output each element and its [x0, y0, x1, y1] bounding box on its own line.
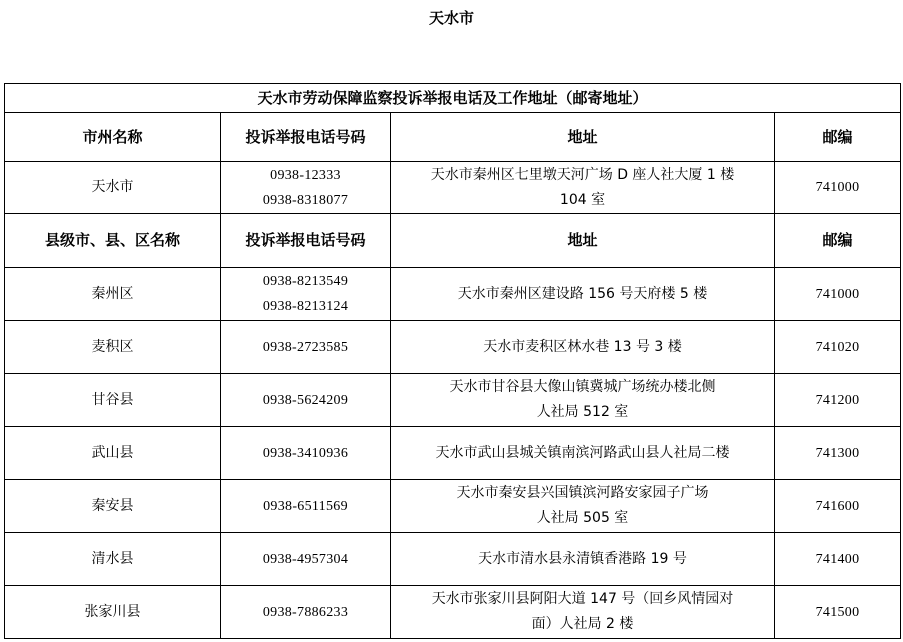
county-name: 清水县: [5, 533, 221, 586]
phone-number: 0938-7886233: [262, 604, 349, 620]
phone-number: 0938-4957304: [262, 551, 349, 567]
address-line: 人社局 512 室: [536, 404, 629, 420]
county-postcode: 741200: [775, 374, 901, 427]
city-address: [391, 162, 775, 214]
table-caption-row: [5, 84, 901, 113]
header-phone: 投诉举报电话号码: [221, 113, 391, 162]
county-address: [391, 268, 775, 321]
county-address: [391, 427, 775, 480]
address-line: 天水市甘谷县大像山镇冀城广场统办楼北侧: [449, 379, 716, 395]
county-address: [391, 533, 775, 586]
contact-table: [4, 83, 901, 639]
county-name: 张家川县: [5, 586, 221, 639]
table-row: [5, 480, 901, 533]
county-postcode: 741000: [775, 268, 901, 321]
phone-number: 0938-3410936: [262, 445, 349, 461]
county-phones: [221, 321, 391, 374]
county-name: 甘谷县: [5, 374, 221, 427]
table-row: [5, 268, 901, 321]
phone-number: 0938-12333: [270, 167, 341, 183]
county-phones: [221, 586, 391, 639]
subheader-postcode: 邮编: [775, 214, 901, 268]
address-line: 天水市秦州区七里墩天河广场 D 座人社大厦 1 楼: [430, 166, 735, 183]
table-header-row: [5, 113, 901, 162]
city-postcode: 741000: [775, 162, 901, 214]
phone-number: 0938-2723585: [262, 339, 349, 355]
county-phones: [221, 268, 391, 321]
subheader-phone: 投诉举报电话号码: [221, 214, 391, 268]
address-line: 面）人社局 2 楼: [531, 616, 634, 632]
address-line: 天水市麦积区林水巷 13 号 3 楼: [483, 338, 682, 355]
county-name: 麦积区: [5, 321, 221, 374]
address-line: 人社局 505 室: [536, 510, 629, 526]
county-address: [391, 374, 775, 427]
county-address: [391, 480, 775, 533]
subheader-address: 地址: [391, 214, 775, 268]
table-row: [5, 374, 901, 427]
phone-number: 0938-8213549: [262, 274, 349, 289]
county-phones: [221, 427, 391, 480]
table-row: [5, 321, 901, 374]
address-line: 天水市秦安县兴国镇滨河路安家园子广场: [456, 485, 709, 501]
county-address: [391, 321, 775, 374]
header-address: 地址: [391, 113, 775, 162]
county-name: 武山县: [5, 427, 221, 480]
county-postcode: 741300: [775, 427, 901, 480]
address-line: 天水市武山县城关镇南滨河路武山县人社局二楼: [435, 444, 730, 461]
address-line: 天水市清水县永清镇香港路 19 号: [478, 550, 687, 567]
subheader-name: 县级市、县、区名称: [5, 214, 221, 268]
county-postcode: 741020: [775, 321, 901, 374]
city-phones: [221, 162, 391, 214]
county-address: [391, 586, 775, 639]
phone-number: 0938-6511569: [263, 498, 348, 514]
county-phones: [221, 480, 391, 533]
header-name: 市州名称: [5, 113, 221, 162]
city-row: [5, 162, 901, 214]
county-postcode: 741500: [775, 586, 901, 639]
county-postcode: 741600: [775, 480, 901, 533]
page-title: 天水市: [428, 9, 474, 27]
sub-header-row: [5, 214, 901, 268]
county-phones: [221, 374, 391, 427]
county-phones: [221, 533, 391, 586]
table-caption: 天水市劳动保障监察投诉举报电话及工作地址（邮寄地址）: [5, 84, 901, 113]
header-postcode: 邮编: [775, 113, 901, 162]
address-line: 天水市秦州区建设路 156 号天府楼 5 楼: [457, 285, 708, 302]
address-line: 104 室: [559, 191, 606, 208]
address-line: 天水市张家川县阿阳大道 147 号（回乡风情园对: [431, 591, 734, 607]
table-row: [5, 533, 901, 586]
city-name: 天水市: [5, 162, 221, 214]
phone-number: 0938-5624209: [262, 392, 349, 408]
table-row: [5, 586, 901, 639]
county-postcode: 741400: [775, 533, 901, 586]
phone-number: 0938-8213124: [262, 299, 349, 314]
phone-number: 0938-8318077: [262, 192, 349, 208]
county-name: 秦安县: [5, 480, 221, 533]
county-name: 秦州区: [5, 268, 221, 321]
table-row: [5, 427, 901, 480]
